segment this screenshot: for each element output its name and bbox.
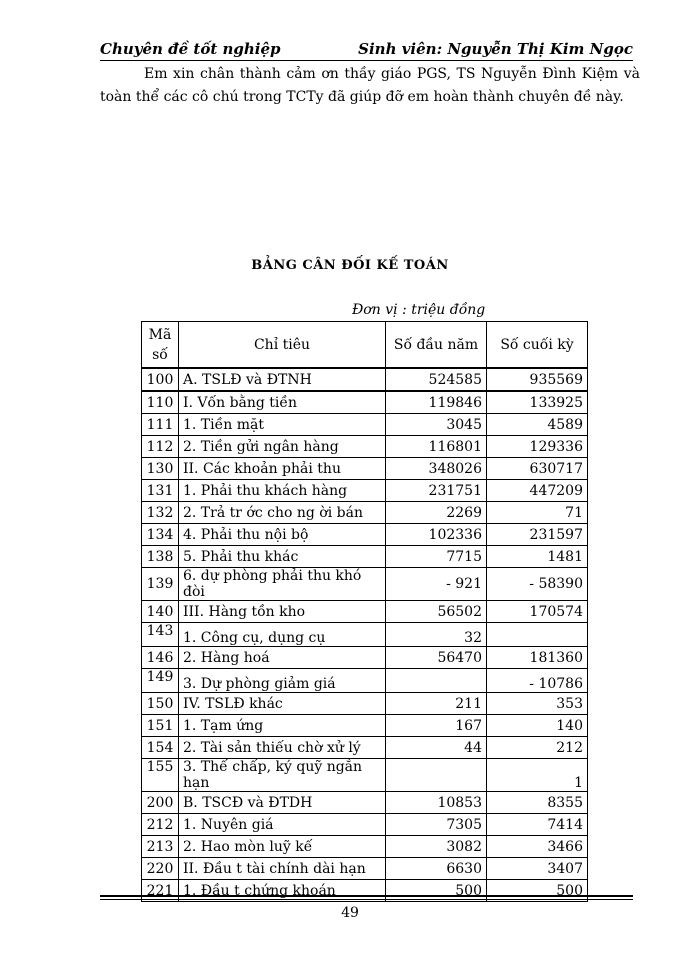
row-end-value: 181360 [487, 647, 588, 669]
row-begin-value: 10853 [386, 792, 487, 814]
row-end-value: 353 [487, 693, 588, 715]
table-row [142, 601, 588, 623]
row-end-value: - 10786 [487, 669, 588, 693]
row-end-value: 7414 [487, 814, 588, 836]
row-code: 200 [142, 792, 179, 814]
table-row [142, 737, 588, 759]
row-item: IV. TSLĐ khác [179, 693, 386, 715]
column-header-code: Mã số [142, 322, 179, 369]
table-row [142, 524, 588, 546]
row-begin-value: 32 [386, 623, 487, 647]
row-end-value: 500 [487, 880, 588, 902]
table-row [142, 693, 588, 715]
row-end-value [487, 623, 588, 647]
row-begin-value: 7305 [386, 814, 487, 836]
row-code: 150 [142, 693, 179, 715]
row-end-value: 447209 [487, 480, 588, 502]
row-end-value: 4589 [487, 414, 588, 436]
row-code: 112 [142, 436, 179, 458]
row-item: A. TSLĐ và ĐTNH [179, 368, 386, 391]
row-end-value: 170574 [487, 601, 588, 623]
row-item: 6. dự phòng phải thu khó đòi [179, 568, 386, 601]
row-code: 155 [142, 759, 179, 792]
row-begin-value: 7715 [386, 546, 487, 568]
row-end-value: 1 [487, 759, 588, 792]
row-code: 130 [142, 458, 179, 480]
row-begin-value: 44 [386, 737, 487, 759]
row-end-value: 630717 [487, 458, 588, 480]
row-begin-value: 56502 [386, 601, 487, 623]
acknowledgement-text: Em xin chân thành cảm ơn thầy giáo PGS, TS Nguyễn Đình Kiệm và toàn thể các cô chú trong TCTy đã giúp đỡ em hoàn thành chuyên đề này. [100, 66, 640, 105]
table-row [142, 669, 588, 693]
row-item: 2. Hàng hoá [179, 647, 386, 669]
row-code: 143 [142, 623, 179, 647]
row-item: 3. Thế chấp, ký quỹ ngắn hạn [179, 759, 386, 792]
table-row [142, 414, 588, 436]
footer-divider [100, 895, 633, 897]
table-body [142, 368, 588, 902]
row-code: 100 [142, 368, 179, 391]
row-item: 1. Phải thu khách hàng [179, 480, 386, 502]
column-header-item: Chỉ tiêu [179, 322, 386, 369]
row-item: 2. Tài sản thiếu chờ xử lý [179, 737, 386, 759]
row-code: 139 [142, 568, 179, 601]
row-item: 2. Hao mòn luỹ kế [179, 836, 386, 858]
row-begin-value [386, 669, 487, 693]
unit-label: Đơn vị : triệu đồng [352, 302, 486, 318]
row-begin-value: 500 [386, 880, 487, 902]
row-item: I. Vốn bằng tiền [179, 391, 386, 414]
row-begin-value: 116801 [386, 436, 487, 458]
row-item: II. Các khoản phải thu [179, 458, 386, 480]
row-end-value: 212 [487, 737, 588, 759]
table-row [142, 546, 588, 568]
table-header-row [142, 322, 588, 369]
row-begin-value: 231751 [386, 480, 487, 502]
row-begin-value: 524585 [386, 368, 487, 391]
row-code: 131 [142, 480, 179, 502]
table-row [142, 715, 588, 737]
row-code: 140 [142, 601, 179, 623]
row-end-value: 71 [487, 502, 588, 524]
table-row [142, 480, 588, 502]
row-end-value: 129336 [487, 436, 588, 458]
row-begin-value: 2269 [386, 502, 487, 524]
row-item: 5. Phải thu khác [179, 546, 386, 568]
page-number: 49 [341, 905, 359, 921]
table-row [142, 814, 588, 836]
row-item: 1. Tạm ứng [179, 715, 386, 737]
header-document-type: Chuyên đề tốt nghiệp [100, 40, 281, 58]
row-begin-value: 211 [386, 693, 487, 715]
footer-divider-thin [100, 899, 633, 900]
row-begin-value: 102336 [386, 524, 487, 546]
table-row [142, 368, 588, 391]
row-begin-value: 167 [386, 715, 487, 737]
table-row [142, 623, 588, 647]
row-item: 1. Tiền mặt [179, 414, 386, 436]
row-end-value: 3466 [487, 836, 588, 858]
row-item: B. TSCĐ và ĐTDH [179, 792, 386, 814]
row-item: 1. Nuyên giá [179, 814, 386, 836]
row-item: 1. Công cụ, dụng cụ [179, 623, 386, 647]
row-code: 151 [142, 715, 179, 737]
row-code: 132 [142, 502, 179, 524]
row-code: 149 [142, 669, 179, 693]
row-begin-value: 119846 [386, 391, 487, 414]
row-code: 138 [142, 546, 179, 568]
row-end-value: 140 [487, 715, 588, 737]
row-item: 3. Dự phòng giảm giá [179, 669, 386, 693]
table-row [142, 568, 588, 601]
row-end-value: 133925 [487, 391, 588, 414]
row-end-value: 1481 [487, 546, 588, 568]
row-begin-value: 348026 [386, 458, 487, 480]
table-row [142, 836, 588, 858]
table-row [142, 759, 588, 792]
column-header-begin: Số đầu năm [386, 322, 487, 369]
table-title: BẢNG CÂN ĐỐI KẾ TOÁN [251, 258, 449, 273]
row-begin-value: 56470 [386, 647, 487, 669]
row-item: 2. Trả tr ớc cho ng ời bán [179, 502, 386, 524]
row-end-value: - 58390 [487, 568, 588, 601]
table-row [142, 458, 588, 480]
row-item: 2. Tiền gửi ngân hàng [179, 436, 386, 458]
row-item: 4. Phải thu nội bộ [179, 524, 386, 546]
row-code: 221 [142, 880, 179, 902]
row-end-value: 935569 [487, 368, 588, 391]
row-end-value: 231597 [487, 524, 588, 546]
table-row [142, 792, 588, 814]
table-row [142, 858, 588, 880]
row-item: III. Hàng tồn kho [179, 601, 386, 623]
row-code: 154 [142, 737, 179, 759]
row-code: 111 [142, 414, 179, 436]
row-item: 1. Đầu t chứng khoán [179, 880, 386, 902]
table-row [142, 391, 588, 414]
row-item: II. Đầu t tài chính dài hạn [179, 858, 386, 880]
row-code: 134 [142, 524, 179, 546]
row-begin-value: - 921 [386, 568, 487, 601]
acknowledgement-paragraph [100, 63, 640, 109]
row-code: 212 [142, 814, 179, 836]
header-divider [100, 60, 633, 61]
page-header [100, 38, 633, 62]
column-header-end: Số cuối kỳ [487, 322, 588, 369]
row-begin-value: 3045 [386, 414, 487, 436]
row-code: 146 [142, 647, 179, 669]
row-begin-value: 3082 [386, 836, 487, 858]
row-begin-value: 6630 [386, 858, 487, 880]
table-row [142, 436, 588, 458]
row-code: 213 [142, 836, 179, 858]
table-row [142, 647, 588, 669]
row-end-value: 8355 [487, 792, 588, 814]
row-code: 110 [142, 391, 179, 414]
table-row [142, 502, 588, 524]
header-student-name: Sinh viên: Nguyễn Thị Kim Ngọc [358, 40, 633, 58]
row-end-value: 3407 [487, 858, 588, 880]
balance-sheet-table [141, 321, 588, 902]
row-begin-value [386, 759, 487, 792]
row-code: 220 [142, 858, 179, 880]
